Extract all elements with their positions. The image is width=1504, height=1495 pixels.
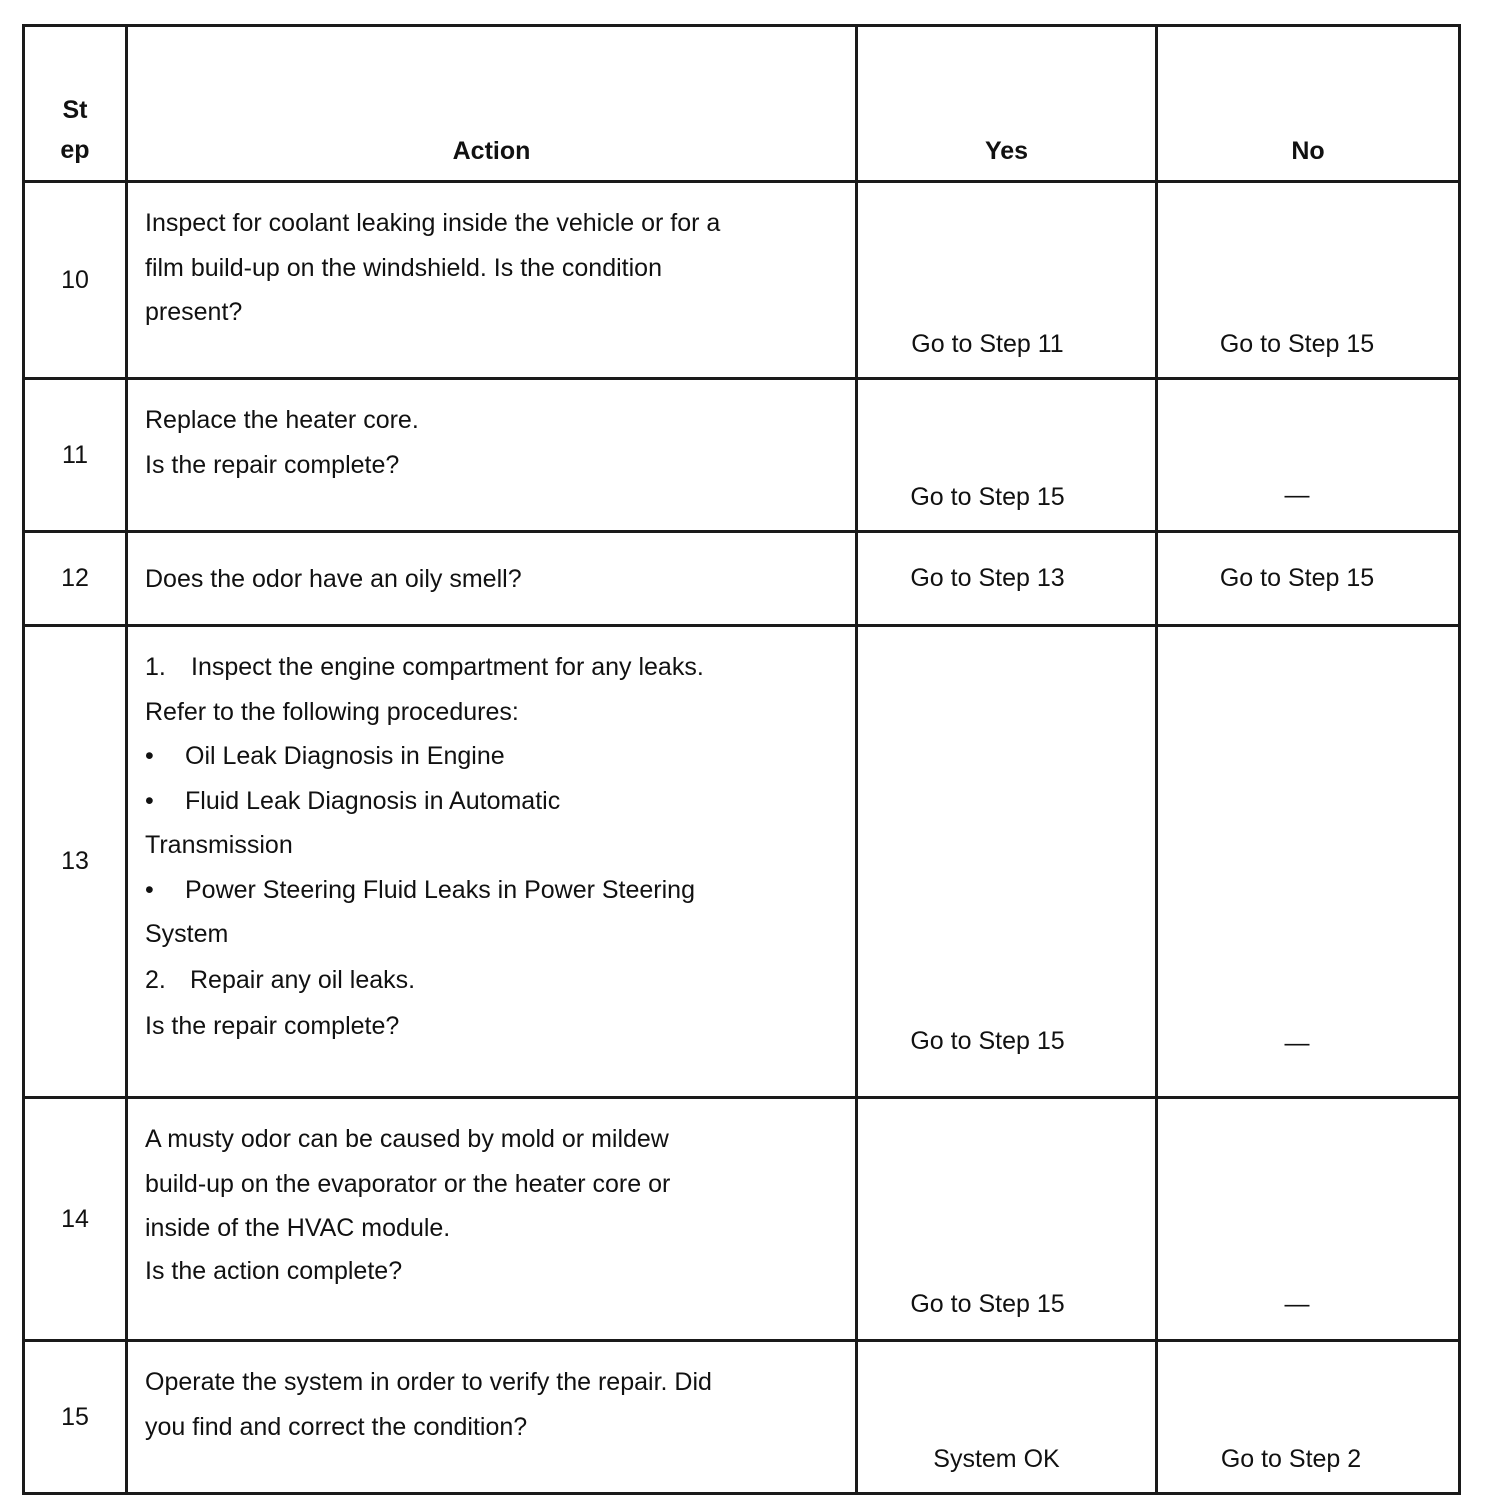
bullet-continuation: System (145, 920, 229, 948)
action-question: Is the repair complete? (145, 1011, 400, 1040)
action-cell (127, 379, 857, 532)
item-text: Repair any oil leaks. (190, 965, 416, 994)
table-header-row (24, 26, 1460, 182)
step-number: 10 (24, 182, 127, 379)
bullet-icon: • (145, 875, 154, 904)
bullet-text: Power Steering Fluid Leaks in Power Steering (185, 875, 695, 904)
header-yes: Yes (857, 26, 1157, 182)
yes-cell: System OK (857, 1341, 1157, 1494)
step-number: 14 (24, 1098, 127, 1341)
yes-cell: Go to Step 11 (857, 182, 1157, 379)
yes-cell: Go to Step 13 (857, 532, 1157, 626)
no-cell: Go to Step 2 (1157, 1341, 1460, 1494)
action-line: Operate the system in order to verify the repair. Did (145, 1368, 712, 1396)
header-step (24, 26, 127, 182)
item-number: 2. (145, 965, 166, 994)
action-line: Refer to the following procedures: (145, 697, 519, 726)
no-cell: — (1157, 379, 1460, 532)
bullet-continuation: Transmission (145, 831, 293, 859)
header-step-line1: St (62, 96, 88, 124)
bullet-icon: • (145, 786, 154, 815)
table-row-step-14 (24, 1098, 1460, 1341)
step-number: 11 (24, 379, 127, 532)
action-line: Is the action complete? (145, 1256, 403, 1285)
item-text: Inspect the engine compartment for any leaks. (191, 653, 704, 681)
header-step-line2: ep (60, 136, 90, 164)
yes-cell: Go to Step 15 (857, 1098, 1157, 1341)
step-number: 13 (24, 626, 127, 1098)
table-row-step-12 (24, 532, 1460, 626)
yes-cell: Go to Step 15 (857, 626, 1157, 1098)
action-line: present? (145, 298, 243, 326)
action-line: Does the odor have an oily smell? (145, 564, 522, 593)
action-line: Inspect for coolant leaking inside the vehicle or for a (145, 209, 721, 237)
action-line: inside of the HVAC module. (145, 1214, 451, 1242)
header-no: No (1157, 26, 1460, 182)
action-line: A musty odor can be caused by mold or mildew (145, 1125, 669, 1153)
action-line: build-up on the evaporator or the heater core or (145, 1169, 671, 1198)
bullet-icon: • (145, 742, 154, 770)
table-row-step-11 (24, 379, 1460, 532)
action-line: you find and correct the condition? (145, 1412, 528, 1441)
action-cell (127, 1341, 857, 1494)
no-cell: — (1157, 626, 1460, 1098)
no-cell: Go to Step 15 (1157, 532, 1460, 626)
action-cell (127, 532, 857, 626)
no-cell: — (1157, 1098, 1460, 1341)
action-line: Replace the heater core. (145, 406, 419, 434)
action-cell (127, 182, 857, 379)
no-cell: Go to Step 15 (1157, 182, 1460, 379)
numbered-item (145, 957, 839, 1003)
bullet-item (145, 779, 839, 824)
bullet-text: Oil Leak Diagnosis in Engine (185, 742, 505, 770)
diagnostic-table (22, 24, 1461, 1495)
item-number: 1. (145, 653, 166, 681)
table-row-step-15 (24, 1341, 1460, 1494)
step-number: 12 (24, 532, 127, 626)
table-row-step-13 (24, 626, 1460, 1098)
action-cell (127, 626, 857, 1098)
action-line: Is the repair complete? (145, 450, 400, 479)
table-row-step-10 (24, 182, 1460, 379)
bullet-item (145, 734, 839, 779)
action-line: film build-up on the windshield. Is the condition (145, 253, 662, 282)
action-cell (127, 1098, 857, 1341)
header-action: Action (127, 26, 857, 182)
bullet-text: Fluid Leak Diagnosis in Automatic (185, 786, 561, 815)
yes-cell: Go to Step 15 (857, 379, 1157, 532)
step-number: 15 (24, 1341, 127, 1494)
bullet-item (145, 868, 839, 913)
numbered-item (145, 645, 839, 690)
